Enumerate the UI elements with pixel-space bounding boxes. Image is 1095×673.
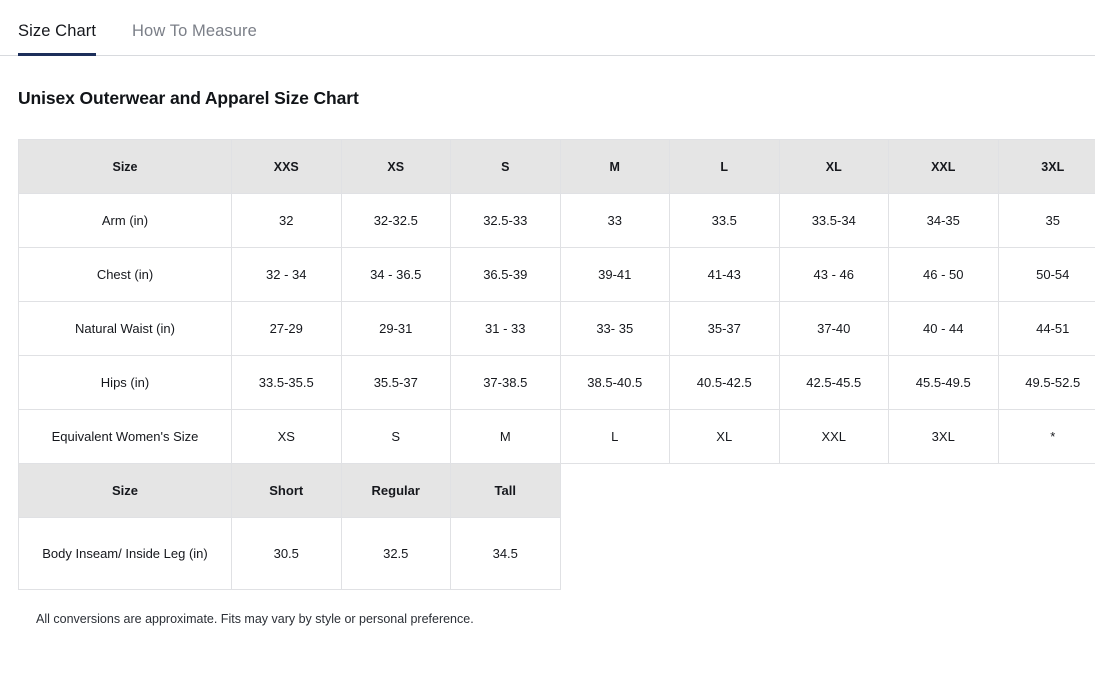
table-cell: XXL xyxy=(779,410,889,464)
table-cell: 34 - 36.5 xyxy=(341,248,451,302)
header-cell-3xl: 3XL xyxy=(998,140,1095,194)
header-cell-xxl: XXL xyxy=(889,140,999,194)
spacer-cell xyxy=(779,464,889,518)
table-cell: 37-38.5 xyxy=(451,356,561,410)
table-cell: M xyxy=(451,410,561,464)
spacer-cell xyxy=(889,518,999,590)
header-cell-xl: XL xyxy=(779,140,889,194)
table-row xyxy=(19,518,1095,590)
size-chart-table xyxy=(18,139,1095,590)
table-cell: 35.5-37 xyxy=(341,356,451,410)
table-cell: 42.5-45.5 xyxy=(779,356,889,410)
inseam-header-cell-short: Short xyxy=(232,464,342,518)
table-cell: 33.5-35.5 xyxy=(232,356,342,410)
table-row xyxy=(19,356,1095,410)
table-row xyxy=(19,194,1095,248)
table-cell: 3XL xyxy=(889,410,999,464)
inseam-header-row xyxy=(19,464,1095,518)
tab-how-to-measure[interactable]: How To Measure xyxy=(132,21,257,40)
size-chart-table-container xyxy=(0,139,1095,590)
inseam-header-cell-tall: Tall xyxy=(451,464,561,518)
table-cell: 40.5-42.5 xyxy=(670,356,780,410)
spacer-cell xyxy=(889,464,999,518)
table-cell: 32 - 34 xyxy=(232,248,342,302)
table-cell: XL xyxy=(670,410,780,464)
table-cell: XS xyxy=(232,410,342,464)
table-cell: 32-32.5 xyxy=(341,194,451,248)
table-cell: 46 - 50 xyxy=(889,248,999,302)
spacer-cell xyxy=(998,518,1095,590)
disclaimer-note: All conversions are approximate. Fits may vary by style or personal preference. xyxy=(36,612,474,626)
table-cell: 45.5-49.5 xyxy=(889,356,999,410)
table-cell: 40 - 44 xyxy=(889,302,999,356)
table-cell: 30.5 xyxy=(232,518,342,590)
table-cell: 33 xyxy=(560,194,670,248)
table-cell: 27-29 xyxy=(232,302,342,356)
table-cell: 44-51 xyxy=(998,302,1095,356)
spacer-cell xyxy=(779,518,889,590)
spacer-cell xyxy=(560,518,670,590)
table-cell: 35 xyxy=(998,194,1095,248)
table-cell: 32.5-33 xyxy=(451,194,561,248)
row-label: Equivalent Women's Size xyxy=(19,410,232,464)
table-cell: 43 - 46 xyxy=(779,248,889,302)
table-cell: 39-41 xyxy=(560,248,670,302)
table-cell: 41-43 xyxy=(670,248,780,302)
table-cell: 36.5-39 xyxy=(451,248,561,302)
spacer-cell xyxy=(560,464,670,518)
table-cell: 38.5-40.5 xyxy=(560,356,670,410)
row-label: Body Inseam/ Inside Leg (in) xyxy=(19,518,232,590)
inseam-header-cell-size: Size xyxy=(19,464,232,518)
table-row xyxy=(19,248,1095,302)
table-body xyxy=(19,194,1095,590)
header-cell-l: L xyxy=(670,140,780,194)
table-cell: 29-31 xyxy=(341,302,451,356)
table-header-row xyxy=(19,140,1095,194)
header-cell-xxs: XXS xyxy=(232,140,342,194)
table-cell: L xyxy=(560,410,670,464)
row-label: Natural Waist (in) xyxy=(19,302,232,356)
inseam-header-cell-regular: Regular xyxy=(341,464,451,518)
table-cell: 35-37 xyxy=(670,302,780,356)
table-cell: 49.5-52.5 xyxy=(998,356,1095,410)
row-label: Arm (in) xyxy=(19,194,232,248)
table-cell: 32 xyxy=(232,194,342,248)
table-header xyxy=(19,140,1095,194)
table-cell: * xyxy=(998,410,1095,464)
row-label: Chest (in) xyxy=(19,248,232,302)
table-row xyxy=(19,410,1095,464)
table-cell: 33.5-34 xyxy=(779,194,889,248)
spacer-cell xyxy=(670,518,780,590)
table-row xyxy=(19,302,1095,356)
header-cell-xs: XS xyxy=(341,140,451,194)
table-cell: 33.5 xyxy=(670,194,780,248)
header-cell-m: M xyxy=(560,140,670,194)
spacer-cell xyxy=(998,464,1095,518)
table-cell: 34.5 xyxy=(451,518,561,590)
spacer-cell xyxy=(670,464,780,518)
tab-bar xyxy=(0,0,1095,56)
tab-size-chart[interactable]: Size Chart xyxy=(18,23,96,57)
table-cell: 34-35 xyxy=(889,194,999,248)
page-title: Unisex Outerwear and Apparel Size Chart xyxy=(18,88,359,108)
row-label: Hips (in) xyxy=(19,356,232,410)
table-cell: 32.5 xyxy=(341,518,451,590)
header-cell-size: Size xyxy=(19,140,232,194)
table-cell: 37-40 xyxy=(779,302,889,356)
table-cell: S xyxy=(341,410,451,464)
table-cell: 33- 35 xyxy=(560,302,670,356)
table-cell: 50-54 xyxy=(998,248,1095,302)
header-cell-s: S xyxy=(451,140,561,194)
table-cell: 31 - 33 xyxy=(451,302,561,356)
